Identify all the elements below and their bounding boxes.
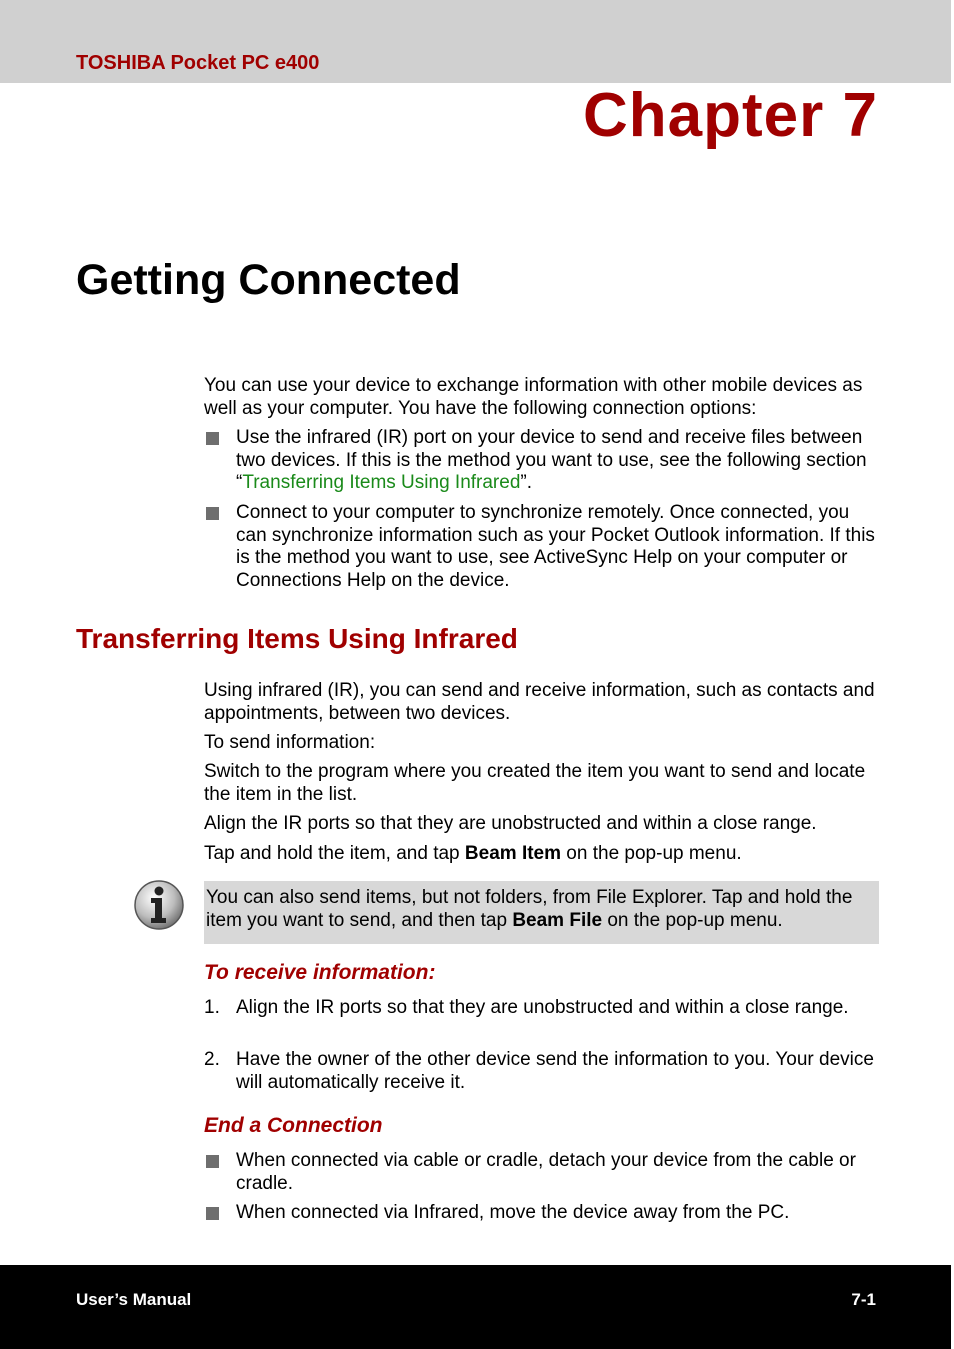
step-number: 2. — [204, 1049, 220, 1070]
infrared-paragraph-2: To send information: — [204, 732, 376, 753]
product-name: TOSHIBA Pocket PC e400 — [76, 52, 320, 74]
intro-bullet-1-prefix: Use the infrared (IR) port on your device to send and receive files between two devices. If this is the method you want to use, see the following section “ — [236, 427, 867, 493]
page-number: 7-1 — [851, 1290, 876, 1309]
chapter-title: Getting Connected — [76, 256, 461, 304]
infrared-paragraph-5 — [204, 843, 884, 866]
step-number: 1. — [204, 997, 220, 1018]
infrared-paragraph-3: Switch to the program where you created the item you want to send and locate the item in the list. — [204, 761, 866, 805]
square-bullet-icon — [206, 507, 219, 520]
note-text — [206, 887, 874, 932]
end-bullet-2 — [204, 1202, 884, 1225]
infrared-paragraph-1: Using infrared (IR), you can send and receive information, such as contacts and appointments, between two devices. — [204, 680, 875, 724]
intro-bullet-1-suffix: ”. — [520, 472, 532, 493]
end-bullet-1 — [204, 1150, 884, 1195]
end-bullet-2-text: When connected via Infrared, move the device away from the PC. — [236, 1202, 790, 1223]
intro-bullet-1 — [204, 427, 884, 495]
step-text: Have the owner of the other device send the information to you. Your device will automatically receive it. — [236, 1049, 874, 1093]
infrared-paragraph-4: Align the IR ports so that they are unobstructed and within a close range. — [204, 813, 817, 834]
note-prefix: You can also send items, but not folders, from File Explorer. Tap and hold the item you want to send, and then tap — [206, 887, 853, 931]
receive-step-2 — [204, 1049, 884, 1094]
beam-file-label: Beam File — [512, 909, 603, 931]
end-bullet-1-text: When connected via cable or cradle, detach your device from the cable or cradle. — [236, 1150, 856, 1194]
footer-manual-label: User’s Manual — [76, 1290, 192, 1309]
square-bullet-icon — [206, 1207, 219, 1220]
chapter-number: Chapter 7 — [583, 81, 878, 150]
info-icon — [132, 878, 186, 932]
infrared-p5-prefix: Tap and hold the item, and tap — [204, 843, 465, 864]
square-bullet-icon — [206, 1155, 219, 1168]
receive-step-1 — [204, 997, 884, 1020]
intro-bullet-1-text — [236, 427, 884, 495]
square-bullet-icon — [206, 432, 219, 445]
end-connection-heading: End a Connection — [204, 1114, 383, 1137]
intro-paragraph: You can use your device to exchange information with other mobile devices as well as your computer. You have the following connection options: — [204, 375, 863, 419]
beam-item-label: Beam Item — [464, 843, 562, 864]
section-heading-infrared: Transferring Items Using Infrared — [76, 623, 518, 654]
note-suffix: on the pop-up menu. — [602, 909, 783, 931]
infrared-p5-suffix: on the pop-up menu. — [561, 843, 742, 864]
intro-bullet-2-text: Connect to your computer to synchronize remotely. Once connected, you can synchronize information such as your Pocket Outlook information. If this is the method you want to use, see ActiveSync Help on your computer or Connections Help on the device. — [236, 502, 875, 591]
step-text: Align the IR ports so that they are unobstructed and within a close range. — [236, 997, 849, 1018]
intro-bullet-2 — [204, 502, 884, 592]
transferring-items-link[interactable]: Transferring Items Using Infrared — [242, 472, 521, 493]
receive-heading: To receive information: — [204, 961, 436, 984]
